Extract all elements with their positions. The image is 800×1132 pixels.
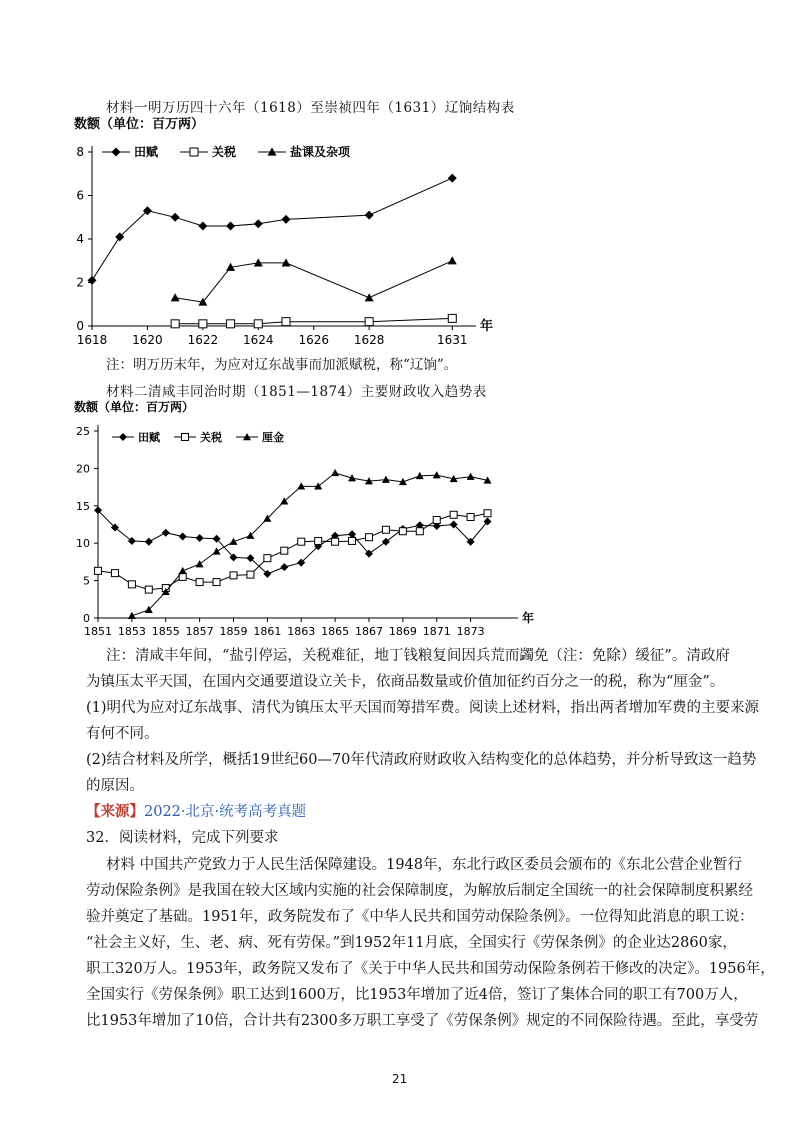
chart1-legend-marker-0 [112,148,121,157]
question-2-line2: 的原因。 [86,778,144,794]
chart1-point-s1-2 [227,320,235,328]
q32-line-2: 劳动保险条例》是我国在较大区域内实施的社会保障制度，为解放后制定全国统一的社会保障制度积累经 [86,883,753,899]
chart2-ytick-label-0: 0 [83,612,90,625]
q32-line-6: 全国实行《劳保条例》职工达到1600万，比1953年增加了近4倍，签订了集体合同的职工有700万人， [86,987,748,1003]
chart2-point-s2-0 [128,612,136,619]
page-number: 21 [392,1072,408,1086]
chart2-point-s1-2 [128,581,135,588]
chart2-point-s0-17 [382,538,390,546]
chart1-legend-marker-1 [190,148,198,156]
chart2-legend [112,430,284,444]
chart1-point-s1-0 [171,320,179,328]
chart1-legend-label-0: 田赋 [134,145,159,159]
chart1-series-line-1 [175,318,452,323]
chart1-note: 注：明万历末年，为应对辽东战事而加派赋税，称“辽饷”。 [106,357,458,373]
chart1-svg [60,110,520,360]
chart1-series-line-0 [92,178,452,280]
chart1-legend [102,144,351,159]
chart2-ytick-label-1: 5 [83,574,90,588]
chart1-point-s0-4 [198,221,207,230]
chart1-point-s2-6 [448,256,457,264]
chart1-point-s0-7 [282,215,291,224]
chart2-point-s1-7 [213,579,220,586]
chart2-point-s1-18 [399,528,406,535]
chart2-note-line1: 注：清咸丰年间，“盐引停运，关税难征，地丁钱粮复间因兵荒而蠲免（注：免除）缓征”。清政府 [106,648,730,664]
question-1-line1: (1)明代为应对辽东战事、清代为镇压太平天国而筹措军费。阅读上述材料，指出两者增加军费的主要来源 [86,700,760,716]
chart2-series-line-0 [98,510,488,574]
chart1-point-s0-5 [226,221,235,230]
q32-line-7: 比1953年增加了10倍，合计共有2300多万职工享受了《劳保条例》规定的不同保险待遇。至此，享受劳 [86,1013,759,1029]
chart2-point-s0-3 [145,538,153,546]
chart2-point-s1-8 [230,572,237,579]
chart2-point-s2-20 [467,473,475,480]
chart1-xtick-label-2: 1622 [187,333,219,347]
chart1-xtick-label-1: 1620 [132,333,163,347]
chart2-legend-label-1: 关税 [200,431,222,444]
q32-line-1: 材料 中国共产党致力于人民生活保障建设。1948年，东北行政区委员会颁布的《东北公营企业暂行 [106,857,743,873]
chart2-legend-marker-0 [119,433,127,441]
chart2-ytick-label-5: 25 [76,425,90,438]
q32-line-4: “社会主义好，生、老、病、死有劳保。”到1952年11月底，全国实行《劳保条例》的企业达2860家， [86,935,737,951]
chart2-point-s1-19 [416,528,423,535]
chart2-xtick-label-4: 1859 [219,625,248,638]
source-text: 2022·北京·统考高考真题 [144,804,307,820]
chart2-xtick-label-10: 1871 [422,625,451,638]
chart1-point-s2-5 [365,293,374,301]
chart2-ylabel: 数额（单位：百万两） [74,400,195,414]
chart1-legend-label-1: 关税 [212,145,237,159]
chart1-ytick-label-3: 6 [76,188,84,203]
chart2-point-s2-4 [196,560,204,567]
chart2-point-s2-15 [382,476,390,483]
chart2-point-s1-1 [111,570,118,577]
chart2-point-s1-15 [349,537,356,544]
chart2-xtick-label-1: 1853 [117,625,146,638]
chart1-point-s1-6 [448,314,456,322]
chart1-ytick-label-2: 4 [76,232,84,246]
chart1-xtick-label-6: 1631 [437,333,468,347]
chart2-point-s1-21 [450,511,457,518]
chart2-series-line-2 [132,473,488,616]
chart2-point-s1-13 [315,537,322,544]
chart2-point-s1-22 [467,514,474,521]
chart2-point-s0-4 [162,529,170,537]
source-line [86,799,306,825]
chart2-xtick-label-9: 1869 [388,625,417,638]
chart2-point-s1-3 [145,586,152,593]
chart2-point-s1-11 [281,547,288,554]
chart1-legend-label-2: 盐课及杂项 [290,145,351,159]
chart2-ytick-label-2: 10 [76,537,90,551]
chart1-ytick-label-0: 0 [76,319,84,333]
chart2-point-s1-12 [298,538,305,545]
chart1-point-s0-6 [254,219,263,228]
chart2-point-s1-10 [264,555,271,562]
chart2-point-s1-23 [484,510,491,517]
chart2-point-s1-16 [365,534,372,541]
chart1-point-s1-3 [254,320,262,328]
chart2-xtick-label-0: 1851 [84,625,112,638]
chart1-ylabel: 数额（单位：百万两） [74,117,205,132]
chart1-point-s0-0 [88,276,97,285]
chart2-xtick-label-2: 1855 [151,625,180,638]
chart1-point-s1-4 [282,318,290,326]
chart1-series-line-2 [175,261,452,302]
chart1-point-s0-9 [448,174,457,183]
chart2-xtick-label-5: 1861 [253,625,282,638]
chart1-point-s1-1 [199,320,207,328]
chart2-legend-marker-1 [182,434,189,441]
chart1-xlabel: 年 [480,319,494,334]
source-bracket: 【来源】 [86,803,144,820]
chart2-xtick-label-6: 1863 [287,625,316,638]
chart2-point-s1-9 [247,571,254,578]
chart2-point-s2-5 [213,547,221,554]
chart1-xtick-label-4: 1626 [298,333,329,347]
chart2-point-s0-6 [196,534,204,542]
chart1-xtick-label-3: 1624 [243,333,274,347]
chart2-series-line-1 [98,513,488,589]
chart2-point-s0-5 [179,532,187,540]
chart2-point-s0-11 [280,563,288,571]
chart2-xlabel: 年 [522,611,535,625]
chart2-caption: 材料二清咸丰同治时期（1851—1874）主要财政收入趋势表 [106,384,487,400]
chart2-point-s2-3 [179,567,187,574]
chart2-legend-label-0: 田赋 [138,431,160,444]
chart2-point-s1-17 [382,526,389,533]
chart2-ytick-label-3: 15 [76,499,90,513]
chart2-point-s1-20 [433,517,440,524]
chart2-xtick-label-11: 1873 [456,625,485,638]
chart1-xtick-label-5: 1628 [353,333,385,347]
chart2-legend-label-2: 厘金 [262,431,284,444]
chart1-point-s2-0 [171,293,180,301]
chart1-ytick-label-4: 8 [76,145,84,159]
question-1-line2: 有何不同。 [86,726,159,742]
q32-line-3: 验并奠定了基础。1951年，政务院发布了《中华人民共和国劳动保险条例》。一位得知此消息的职工说： [86,909,754,925]
chart1-caption: 材料一明万历四十六年（1618）至崇祯四年（1631）辽饷结构表 [106,100,515,116]
chart2-svg [60,395,535,645]
question-2-line1: (2)结合材料及所学，概括19世纪60—70年代清政府财政收入结构变化的总体趋势，并分析导致这一趋势 [86,752,757,768]
chart2-xtick-label-3: 1857 [185,625,214,638]
chart2-point-s1-0 [95,567,102,574]
question-32-title: 32．阅读材料，完成下列要求 [86,830,279,846]
chart1-point-s1-5 [365,318,373,326]
chart2-point-s1-14 [332,538,339,545]
chart1-point-s0-3 [171,213,180,222]
chart2-point-s1-6 [196,579,203,586]
chart2-note-line2: 为镇压太平天国，在国内交通要道设立关卡，依商品数量或价值加征约百分之一的税，称为“厘金”。 [86,674,725,690]
chart2-xtick-label-8: 1867 [354,625,383,638]
chart1-point-s0-8 [365,211,374,220]
chart2-xtick-label-7: 1865 [321,625,350,638]
chart1-ytick-label-1: 2 [76,275,84,290]
chart2-point-s2-12 [331,469,339,476]
chart2-point-s2-6 [229,538,237,545]
chart1-xtick-label-0: 1618 [76,333,108,347]
chart2-ytick-label-4: 20 [76,462,90,476]
q32-line-5: 职工320万人。1953年，政务院又发布了《关于中华人民共和国劳动保险条例若干修改的决定》。1956年， [86,961,775,977]
